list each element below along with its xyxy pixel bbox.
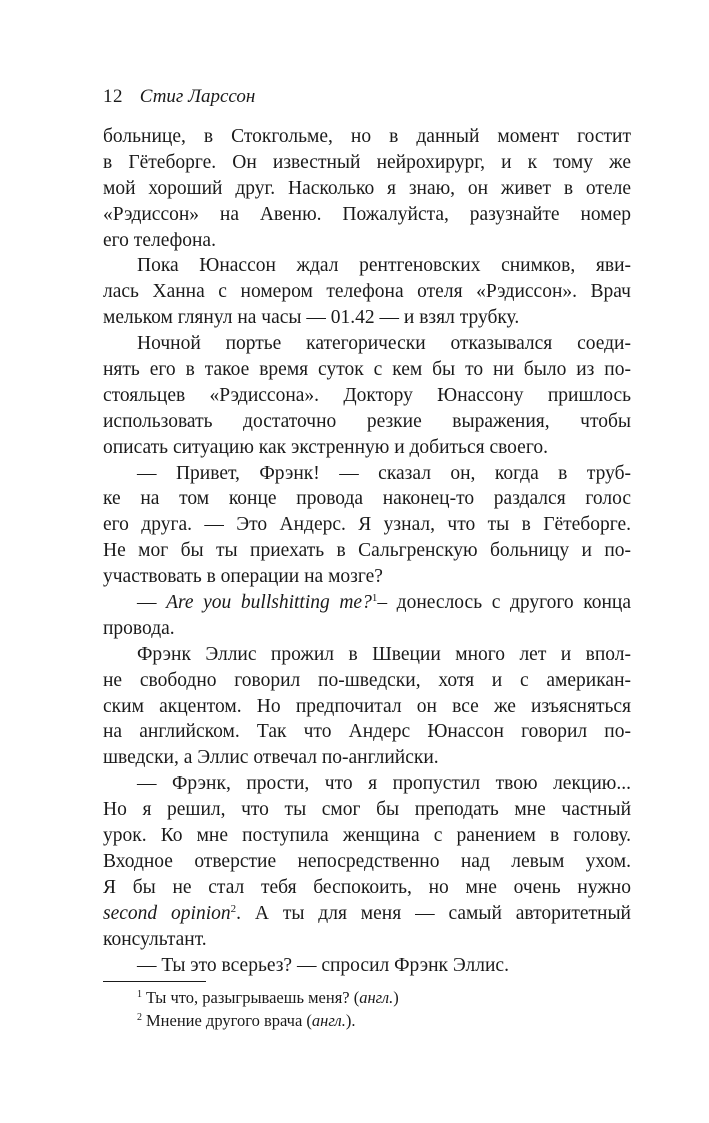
text-line: урок. Ко мне поступила женщина с ранением в голову. — [103, 825, 631, 847]
text-line: на английском. Так что Андерс Юнассон говорил по- — [103, 721, 631, 743]
footnote-end: ). — [345, 1011, 356, 1030]
text-line: больнице, в Стокгольме, но в данный момент гостит — [103, 126, 631, 147]
text-line: Фрэнк Эллис прожил в Швеции много лет и впол- — [137, 643, 631, 665]
text-line: участвовать в операции на мозге? — [103, 566, 383, 588]
line-rest: – донеслось с другого конца — [377, 592, 631, 614]
text-line: — Ты это всерьез? — спросил Фрэнк Эллис. — [137, 954, 509, 976]
running-head-author: Стиг Ларссон — [139, 86, 256, 107]
text-line: провода. — [103, 617, 175, 639]
footnote-lang: англ. — [359, 988, 394, 1007]
footnote-1 — [137, 987, 399, 1009]
text-line: мой хороший друг. Насколько я знаю, он живет в отеле — [103, 177, 631, 199]
text-line: Ночной портье категорически отказывался соеди- — [137, 333, 631, 355]
text-line: — Привет, Фрэнк! — сказал он, когда в труб- — [137, 462, 631, 484]
text-line: Я бы не стал тебя беспокоить, но мне очень нужно — [103, 876, 631, 898]
body-text — [103, 124, 631, 978]
text-line: в Гётеборге. Он известный нейрохирург, и к тому же — [103, 151, 631, 173]
text-line: Пока Юнассон ждал рентгеновских снимков, яви- — [137, 255, 631, 277]
footnote-ref-2: 2 — [230, 902, 237, 915]
footnote-2 — [137, 1010, 356, 1032]
text-line: его друга. — Это Андерс. Я узнал, что ты в Гётеборге. — [103, 514, 631, 536]
text-line: шведски, а Эллис отвечал по-английски. — [103, 747, 439, 769]
text-line: описать ситуацию как экстренную и добиться своего. — [103, 436, 548, 458]
text-line-with-footnote-2 — [103, 901, 631, 927]
footnote-end: ) — [393, 988, 399, 1007]
running-header — [103, 84, 255, 110]
footnote-separator — [103, 981, 206, 982]
footnote-ref-1: 1 — [371, 592, 378, 605]
text-line: «Рэдиссон» на Авеню. Пожалуйста, разузнайте номер — [103, 203, 631, 225]
text-line-with-footnote-1 — [103, 590, 631, 616]
text-line: его телефона. — [103, 229, 216, 251]
page-number: 12 — [103, 86, 123, 107]
text-line: Входное отверстие непосредственно над левым ухом. — [103, 850, 631, 872]
text-line: консультант. — [103, 928, 207, 950]
footnote-mark: 2 — [137, 1012, 142, 1023]
text-line: не свободно говорил по-шведски, хотя и с американ- — [103, 669, 631, 691]
text-line: Не мог бы ты приехать в Сальгренскую больницу и по- — [103, 540, 631, 562]
english-phrase: Are you bullshitting me? — [166, 592, 372, 614]
line-rest: . А ты для меня — самый авторитетный — [236, 902, 631, 924]
footnote-text: Ты что, разыгрываешь меня? ( — [146, 988, 360, 1007]
dialogue-dash: — — [137, 592, 167, 614]
text-line: ке на том конце провода наконец-то раздался голос — [103, 488, 631, 510]
text-line: — Фрэнк, прости, что я пропустил твою лекцию... — [137, 773, 631, 795]
english-phrase: second opinion — [103, 902, 231, 924]
footnote-text: Мнение другого врача ( — [146, 1011, 312, 1030]
text-line: мельком глянул на часы — 01.42 — и взял трубку. — [103, 307, 520, 329]
footnote-lang: англ. — [311, 1011, 346, 1030]
text-line: ским акцентом. Но предпочитал он все же изъясняться — [103, 695, 631, 717]
footnote-mark: 1 — [137, 989, 142, 1000]
text-line: стояльцев «Рэдиссона». Доктору Юнассону пришлось — [103, 384, 631, 406]
text-line: Но я решил, что ты смог бы преподать мне частный — [103, 799, 631, 821]
text-line: использовать достаточно резкие выражения, чтобы — [103, 410, 631, 432]
text-line: лась Ханна с номером телефона отеля «Рэдиссон». Врач — [103, 281, 631, 303]
text-line: нять его в такое время суток с кем бы то ни было из по- — [103, 359, 631, 381]
